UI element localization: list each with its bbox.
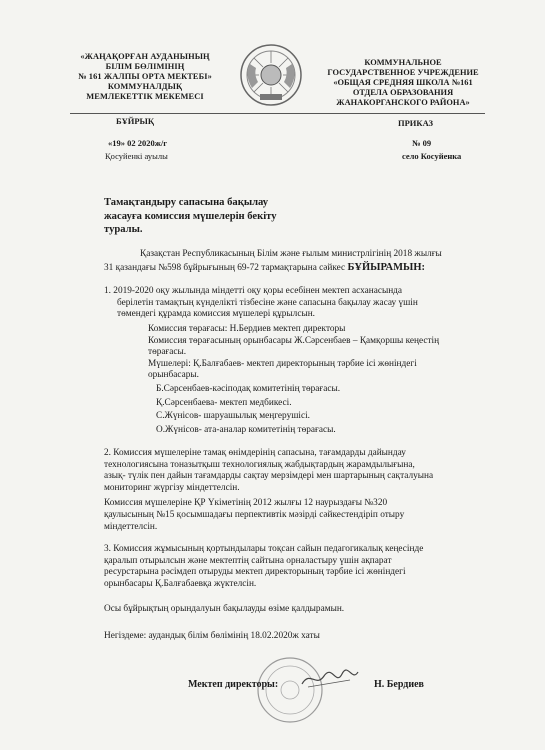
- item-2-line: 2. Комиссия мүшелеріне тамақ өнімдерінің сапасына, тағамдарды дайындау: [104, 448, 406, 458]
- member-line: Комиссия төрағасының орынбасары Ж.Сәрсенбаев – Қамқоршы кеңестің: [148, 335, 440, 346]
- item-2-line: азық- түлік пен дайын тағамдарды сақтау мерзімдері мен шартарының сақталуына: [104, 471, 434, 482]
- school-stamp: [255, 655, 325, 725]
- intro-command: БҰЙЫРАМЫН:: [347, 262, 426, 273]
- item-3-line: қаралып отырылсын және мектептің сайтына орналастыру үшін ақпарат: [104, 555, 392, 566]
- header-left-kazakh: [66, 52, 224, 102]
- item-3: [104, 544, 534, 590]
- item-2-line: міндеттелсін.: [104, 521, 158, 532]
- item-2-line: технологиясына тоназытқыш технологиялық жабдықтардың жарамдылығына,: [104, 459, 415, 470]
- item-1: [104, 286, 529, 321]
- place-russian: село Косуйенка: [402, 151, 462, 161]
- header-left-line: № 161 ЖАЛПЫ ОРТА МЕКТЕБІ»: [78, 72, 212, 81]
- item-1-line: төмендегі құрамда комиссия мүшелері құрылсын.: [117, 309, 315, 320]
- item-2-line: Комиссия мүшелеріне ҚР Үкіметінің 2012 жылғы 12 наурыздағы №320: [104, 498, 388, 509]
- basis-clause: Негіздеме: аудандық білім бөлімінің 18.02.2020ж хаты: [104, 631, 320, 641]
- header-right-line: ГОСУДАРСТВЕННОЕ УЧРЕЖДЕНИЕ: [327, 68, 479, 77]
- director-label: Мектеп директоры:: [188, 679, 279, 690]
- item-3-line: 3. Комиссия жұмысының қортындылары тоқсан сайын педагогикалық кеңесінде: [104, 544, 424, 554]
- item-1-line: 1. 2019-2020 оқу жылында міндетті оқу қоры есебінен мектеп асханасында: [104, 286, 403, 296]
- title-line: туралы.: [104, 224, 143, 235]
- header-right-line: КОММУНАЛЬНОЕ: [364, 58, 442, 67]
- title-line: жасауға комиссия мүшелерін бекіту: [104, 210, 277, 222]
- header-right-russian: [318, 58, 488, 108]
- intro-line-2: [104, 262, 524, 275]
- director-name: Н. Бердиев: [374, 679, 424, 690]
- header-right-line: ЖАНАКОРГАНСКОГО РАЙОНА»: [336, 98, 470, 107]
- intro-text: 31 қазандағы №598 бұйрығының 69-72 тармақтарына сәйкес: [104, 263, 348, 273]
- doc-date: «19» 02 2020ж/г: [108, 138, 168, 148]
- doc-type-kazakh: БҰЙРЫҚ: [116, 116, 155, 126]
- doc-number: № 09: [412, 138, 432, 148]
- item-1-line: берілетін тамақтың күнделікті тізбесіне және сапасына бақылау жасау үшін: [117, 297, 418, 308]
- member-line: Қ.Сәрсенбаева- мектеп медбикесі.: [156, 397, 292, 408]
- control-clause: Осы бұйрықтың орындалуын бақылауды өзіме қалдырамын.: [104, 604, 345, 614]
- state-emblem-icon: [238, 42, 304, 108]
- member-line: О.Жүнісов- ата-аналар комитетінің төрағасы.: [156, 424, 336, 435]
- header-divider: [70, 113, 485, 114]
- item-3-line: орынбасары Қ.Балғабаевқа жүктелсін.: [104, 578, 257, 589]
- item-2-line: мониторинг жүргізу міндеттелсін.: [104, 482, 240, 493]
- member-line: Комиссия төрағасы: Н.Бердиев мектеп директоры: [148, 324, 346, 334]
- place-kazakh: Қосуйенкі ауылы: [105, 151, 168, 161]
- members-list: [148, 324, 533, 436]
- item-3-line: ресурстарына рәсімдеп отыруды мектеп директорының тәрбие ісі жөніндегі: [104, 567, 406, 578]
- member-line: орынбасары.: [148, 370, 199, 381]
- doc-type-russian: ПРИКАЗ: [398, 118, 433, 128]
- header-left-line: МЕМЛЕКЕТТІК МЕКЕМЕСІ: [86, 92, 204, 101]
- director-signature: [300, 668, 360, 690]
- member-line: төрағасы.: [148, 347, 187, 358]
- member-line: Мүшелері: Қ.Балғабаев- мектеп директорының тәрбие ісі жөніндегі: [148, 358, 417, 369]
- order-title: [104, 196, 344, 237]
- member-line: Б.Сәрсенбаев-кәсіподақ комитетінің төрағасы.: [156, 383, 341, 394]
- header-right-line: ОТДЕЛА ОБРАЗОВАНИЯ: [352, 88, 454, 97]
- member-line: С.Жүнісов- шаруашылық меңгерушісі.: [156, 411, 310, 422]
- header-left-line: БІЛІМ БӨЛІМІНІҢ: [105, 62, 185, 71]
- title-line: Тамақтандыру сапасына бақылау: [104, 197, 269, 208]
- intro-line-1: Қазақстан Республикасының Білім және ғылым министрлігінің 2018 жылғы: [140, 249, 442, 259]
- item-2: [104, 448, 534, 533]
- header-left-line: КОММУНАЛДЫҚ: [107, 82, 183, 91]
- item-2-line: қаулысының №15 қосымшадағы перпективтік мәзірді сәйкестендіріп отыру: [104, 509, 405, 520]
- header-left-line: «ЖАҢАҚОРҒАН АУДАНЫНЫҢ: [80, 52, 210, 61]
- header-right-line: «ОБЩАЯ СРЕДНЯЯ ШКОЛА №161: [333, 78, 473, 87]
